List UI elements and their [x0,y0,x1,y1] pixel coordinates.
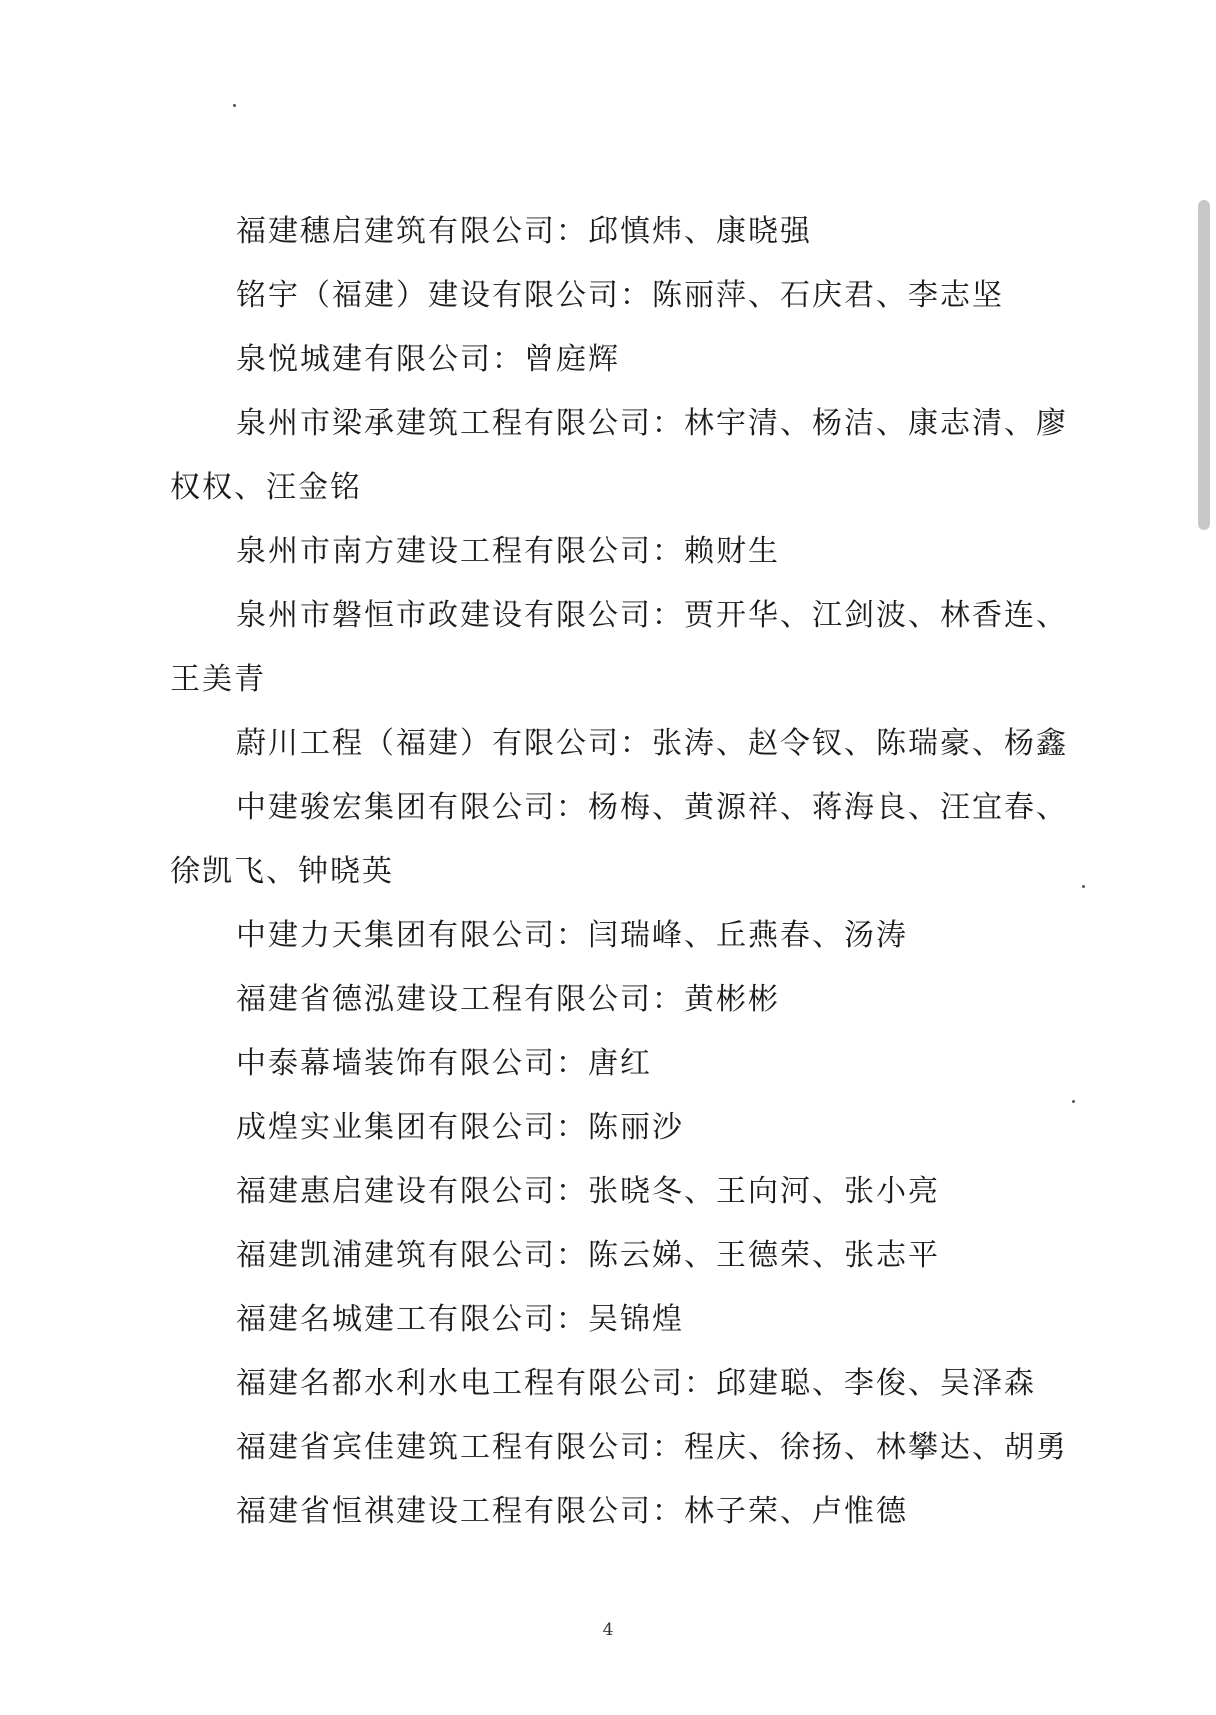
list-item: 泉州市梁承建筑工程有限公司：林宇清、杨洁、康志清、廖权权、汪金铭 [170,406,1068,505]
list-item: 福建凯浦建筑有限公司：陈云娣、王德荣、张志平 [236,1238,940,1273]
list-item: 泉州市南方建设工程有限公司：赖财生 [236,534,780,569]
list-item: 泉州市磐恒市政建设有限公司：贾开华、江剑波、林香连、王美青 [170,598,1068,697]
list-item: 福建省宾佳建筑工程有限公司：程庆、徐扬、林攀达、胡勇 [236,1430,1068,1465]
list-item: 铭宇（福建）建设有限公司：陈丽萍、石庆君、李志坚 [236,278,1004,313]
page-number: 4 [602,1620,614,1640]
list-item: 福建惠启建设有限公司：张晓冬、王向河、张小亮 [236,1174,940,1209]
list-item: 中泰幕墙装饰有限公司：唐红 [236,1046,652,1081]
list-item: 福建省恒祺建设工程有限公司：林子荣、卢惟德 [236,1494,908,1529]
entry-list [170,200,1084,1544]
list-item: 蔚川工程（福建）有限公司：张涛、赵令钗、陈瑞豪、杨鑫 [236,726,1068,761]
list-item: 中建骏宏集团有限公司：杨梅、黄源祥、蒋海良、汪宜春、徐凯飞、钟晓英 [170,790,1068,889]
list-item: 泉悦城建有限公司：曾庭辉 [236,342,620,377]
list-item: 中建力天集团有限公司：闫瑞峰、丘燕春、汤涛 [236,918,908,953]
scan-speck [233,104,236,107]
list-item: 福建省德泓建设工程有限公司：黄彬彬 [236,982,780,1017]
list-item: 福建穗启建筑有限公司：邱慎炜、康晓强 [236,214,812,249]
vertical-scrollbar[interactable] [1198,200,1210,530]
list-item: 福建名都水利水电工程有限公司：邱建聪、李俊、吴泽森 [236,1366,1036,1401]
list-item: 福建名城建工有限公司：吴锦煌 [236,1302,684,1337]
list-item: 成煌实业集团有限公司：陈丽沙 [236,1110,684,1145]
